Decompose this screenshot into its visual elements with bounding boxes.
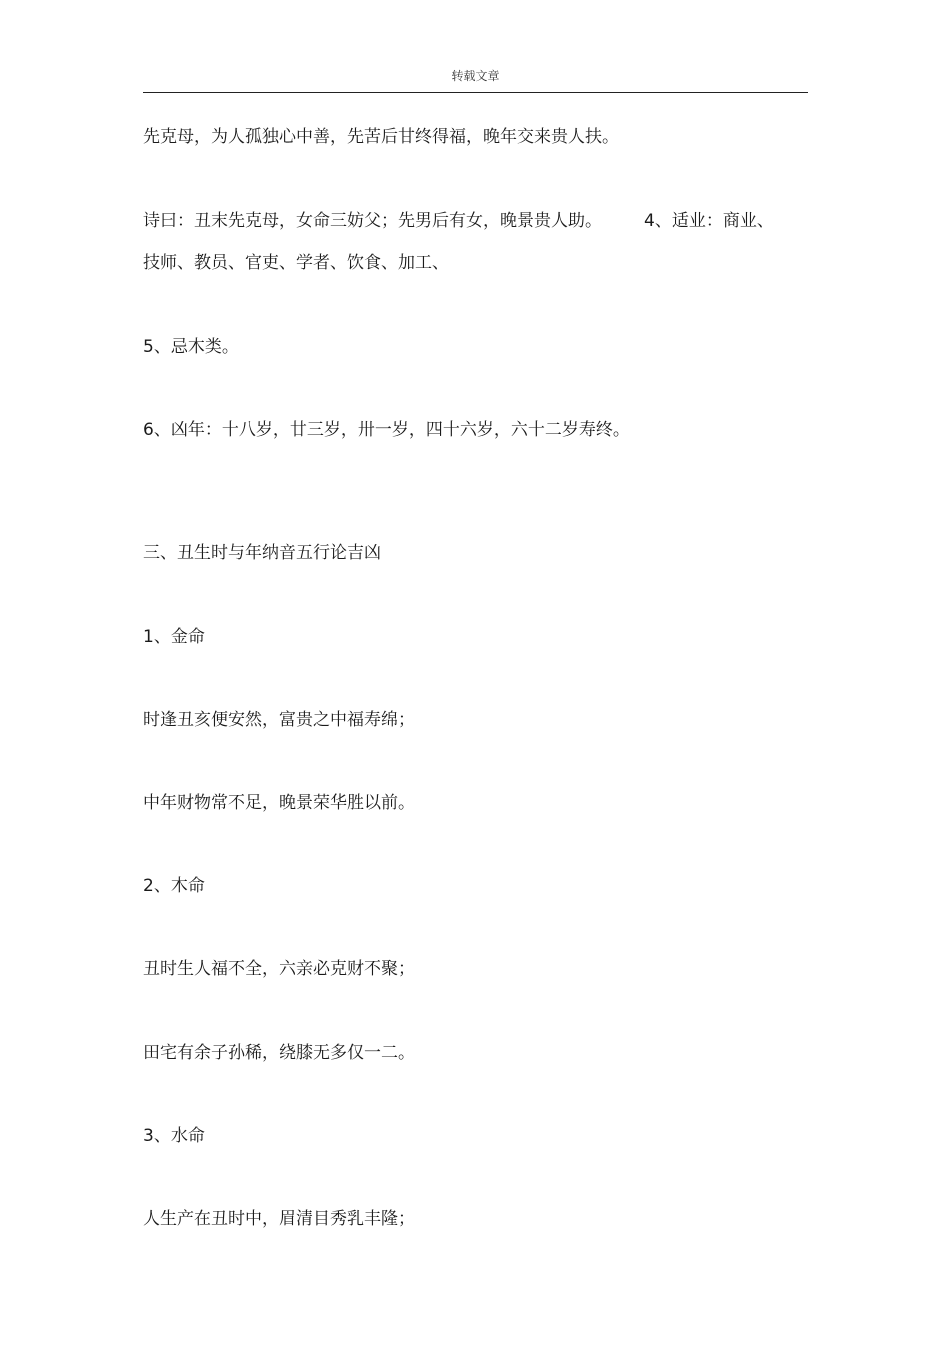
paragraph-wood-2: 田宅有余子孙稀，绕膝无多仅一二。 — [143, 1043, 415, 1063]
paragraph-3: 5、忌木类。 — [143, 337, 239, 357]
page-header — [143, 66, 808, 93]
career-list: 技师、教员、官吏、学者、饮食、加工、 — [143, 253, 449, 273]
paragraph-metal-1: 时逢丑亥便安然，富贵之中福寿绵； — [143, 710, 415, 730]
paragraph-water-1: 人生产在丑时中，眉清目秀乳丰隆； — [143, 1209, 415, 1229]
paragraph-1: 先克母，为人孤独心中善，先苦后甘终得福，晚年交来贵人扶。 — [143, 127, 619, 147]
paragraph-wood-1: 丑时生人福不全，六亲必克财不聚； — [143, 959, 415, 979]
header-title: 转载文章 — [451, 69, 500, 83]
subheading-wood: 2、木命 — [143, 876, 205, 896]
subheading-metal: 1、金命 — [143, 627, 205, 647]
paragraph-2 — [143, 200, 808, 284]
subheading-water: 3、水命 — [143, 1126, 205, 1146]
paragraph-metal-2: 中年财物常不足，晚景荣华胜以前。 — [143, 793, 415, 813]
poem-text: 诗曰：丑末先克母，女命三妨父；先男后有女，晚景贵人助。 — [143, 211, 602, 231]
suitable-career: 4、适业：商业、 — [644, 211, 774, 231]
paragraph-4: 6、凶年：十八岁，廿三岁，卅一岁，四十六岁，六十二岁寿终。 — [143, 420, 630, 440]
section-heading: 三、丑生时与年纳音五行论吉凶 — [143, 543, 381, 563]
